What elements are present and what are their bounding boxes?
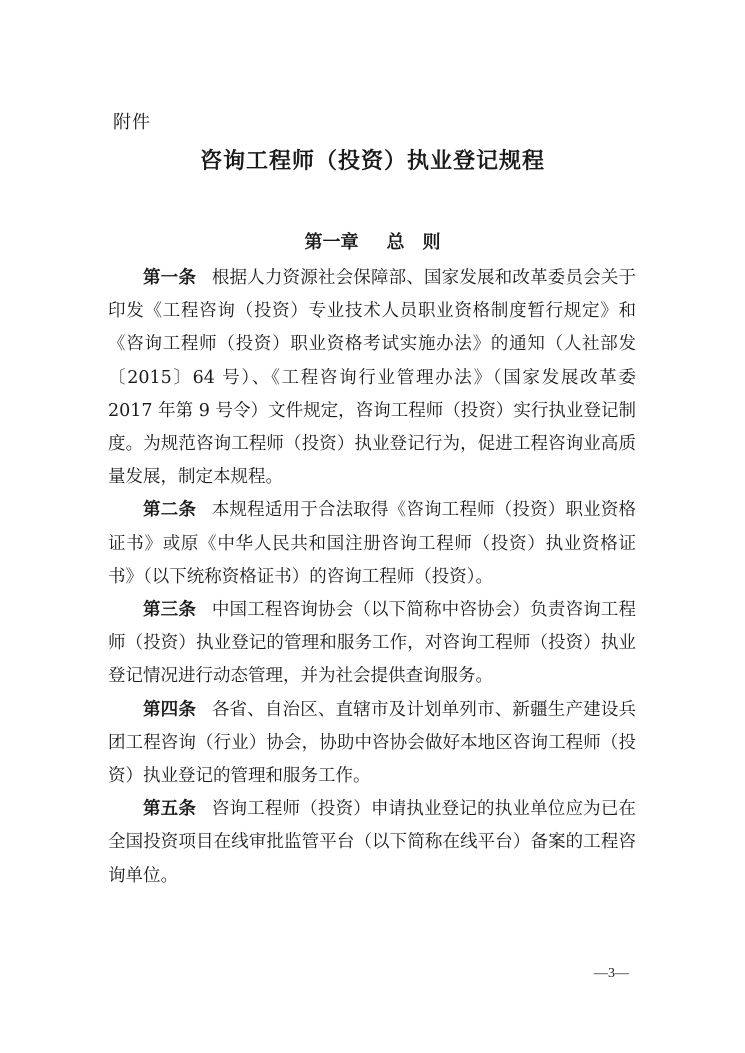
chapter-name-part2: 则 [422,232,441,253]
article-3 [108,594,636,694]
article-2-text: 本规程适用于合法取得《咨询工程师（投资）职业资格证书》或原《中华人民共和国注册咨询工程师（投资）执业资格证书》（以下统称资格证书）的咨询工程师（投资）。 [108,500,637,587]
article-1 [108,262,636,494]
attachment-label: 附件 [113,112,151,133]
article-5 [108,793,636,893]
article-1-text: 根据人力资源社会保障部、国家发展和改革委员会关于印发《工程咨询（投资）专业技术人员职业资格制度暂行规定》和《咨询工程师（投资）职业资格考试实施办法》的通知（人社部发〔2015〕64 号）、《工程咨询行业管理办法》（国家发展改革委 2017 年第 9 号令）文件规定，咨询工程师（投资）实行执业登记制度。为规范咨询工程师（投资）执业登记行为，促进工程咨询业高质量发展，制定本规程。 [108,268,637,488]
article-3-text: 中国工程咨询协会（以下简称中咨协会）负责咨询工程师（投资）执业登记的管理和服务工作，对咨询工程师（投资）执业登记情况进行动态管理，并为社会提供查询服务。 [108,600,637,687]
chapter-heading [0,228,745,254]
article-3-label: 第三条 [143,600,197,621]
article-4-text: 各省、自治区、直辖市及计划单列市、新疆生产建设兵团工程咨询（行业）协会，协助中咨协会做好本地区咨询工程师（投资）执业登记的管理和服务工作。 [108,699,637,787]
article-2-label: 第二条 [143,500,197,521]
article-1-label: 第一条 [143,268,197,288]
document-title: 咨询工程师（投资）执业登记规程 [199,148,545,174]
chapter-name-part1: 总 [386,232,405,253]
article-list [108,262,636,893]
article-4-label: 第四条 [143,699,197,720]
article-4 [108,694,636,794]
article-5-label: 第五条 [143,799,197,820]
article-2 [108,494,636,594]
chapter-number: 第一章 [304,232,359,253]
article-5-text: 咨询工程师（投资）申请执业登记的执业单位应为已在全国投资项目在线审批监管平台（以下简称在线平台）备案的工程咨询单位。 [108,799,637,886]
page-number: —3— [594,966,629,981]
